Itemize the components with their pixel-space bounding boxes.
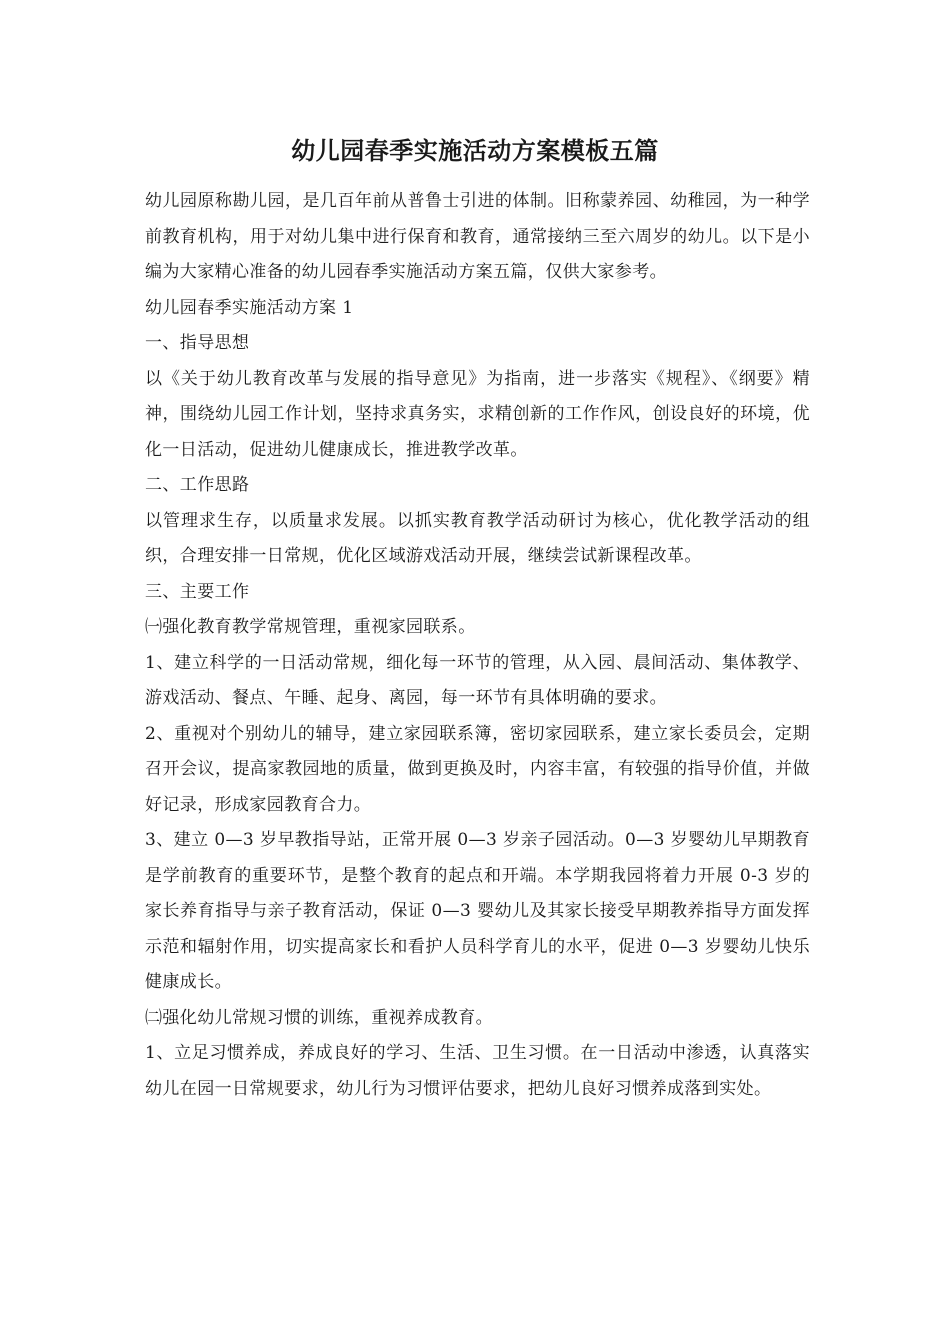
subsection-heading-1: ㈠强化教育教学常规管理，重视家园联系。 bbox=[145, 617, 476, 637]
list-item-1-3: 3、建立 0—3 岁早教指导站，正常开展 0—3 岁亲子园活动。0—3 岁婴幼儿早期教育是学前教育的重要环节，是整个教育的起点和开端。本学期我园将着力开展 0-3 岁的家长养育指导与亲子教育活动，保证 0—3 婴幼儿及其家长接受早期教养指导方面发挥示范和辐射作用，切实提高家长和看护人员科学育儿的水平，促进 0—3 岁婴幼儿快乐健康成长。 bbox=[145, 830, 810, 992]
work-approach-paragraph: 以管理求生存，以质量求发展。以抓实教育教学活动研讨为核心，优化教学活动的组织，合理安排一日常规，优化区域游戏活动开展，继续尝试新课程改革。 bbox=[145, 510, 810, 566]
section-heading-main-work: 三、主要工作 bbox=[145, 581, 250, 602]
list-item-2-1: 1、立足习惯养成，养成良好的学习、生活、卫生习惯。在一日活动中渗透，认真落实幼儿在园一日常规要求，幼儿行为习惯评估要求，把幼儿良好习惯养成落到实处。 bbox=[145, 1043, 810, 1099]
document-body bbox=[145, 184, 810, 1107]
plan-1-heading: 幼儿园春季实施活动方案 1 bbox=[145, 297, 354, 318]
intro-paragraph: 幼儿园原称勘儿园，是几百年前从普鲁士引进的体制。旧称蒙养园、幼稚园，为一种学前教育机构，用于对幼儿集中进行保育和教育，通常接纳三至六周岁的幼儿。以下是小编为大家精心准备的幼儿园春季实施活动方案五篇，仅供大家参考。 bbox=[145, 191, 810, 282]
section-heading-work-approach: 二、工作思路 bbox=[145, 475, 250, 495]
list-item-1-2: 2、重视对个别幼儿的辅导，建立家园联系簿，密切家园联系，建立家长委员会，定期召开会议，提高家教园地的质量，做到更换及时，内容丰富，有较强的指导价值，并做好记录，形成家园教育合力。 bbox=[145, 723, 810, 815]
list-item-1-1: 1、建立科学的一日活动常规，细化每一环节的管理，从入园、晨间活动、集体教学、游戏活动、餐点、午睡、起身、离园，每一环节有具体明确的要求。 bbox=[145, 652, 810, 708]
document-title: 幼儿园春季实施活动方案模板五篇 bbox=[291, 136, 659, 165]
guiding-ideology-paragraph: 以《关于幼儿教育改革与发展的指导意见》为指南，进一步落实《规程》、《纲要》精神，围绕幼儿园工作计划，坚持求真务实，求精创新的工作作风，创设良好的环境，优化一日活动，促进幼儿健康成长，推进教学改革。 bbox=[145, 368, 810, 460]
subsection-heading-2: ㈡强化幼儿常规习惯的训练，重视养成教育。 bbox=[145, 1007, 493, 1028]
section-heading-guiding-ideology: 一、指导思想 bbox=[145, 333, 250, 353]
